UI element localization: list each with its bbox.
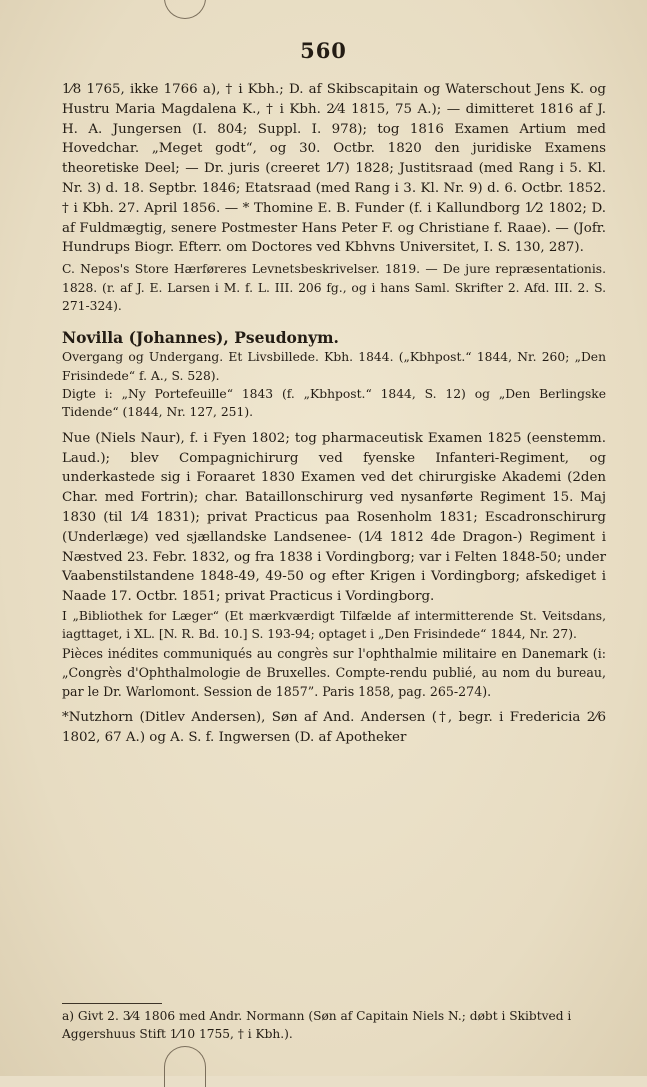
entry-heading-novilla: Novilla (Johannes), Pseudonym. <box>62 328 339 348</box>
page-number: 560 <box>300 38 347 63</box>
paragraph-novilla-work: Overgang og Undergang. Et Livsbillede. Kbh. 1844. („Kbhpost.“ 1844, Nr. 260; „Den Frisindede“ f. A., S. 528). <box>62 350 606 383</box>
binding-hole-bottom <box>164 1046 206 1087</box>
paragraph-nue-bibliothek: I „Bibliothek for Læger“ (Et mærkværdigt Tilfælde af intermitterende St. Veitsdans, iagttaget, i XL. [N. R. Bd. 10.] S. 193-94; optaget i „Den Frisindede“ 1844, Nr. 27). <box>62 608 606 642</box>
page-body <box>62 80 606 748</box>
paragraph-nue-french: Pièces inédites communiqués au congrès sur l'ophthalmie militaire en Danemark (i: „Congrès d'Ophthalmologie de Bruxelles. Compte-rendu publié, au nom du bureau, par le Dr. Warlomont. Session de 1857”. Paris 1858, pag. 265-274). <box>62 645 606 700</box>
binding-hole-top <box>164 0 206 19</box>
paragraph-entry-continuation: 1⁄8 1765, ikke 1766 a), † i Kbh.; D. af Skibscapitain og Waterschout Jens K. og Hustru Maria Magdalena K., † i Kbh. 2⁄4 1815, 75 A.); — dimitteret 1816 af J. H. A. Jungersen (I. 804; Suppl. I. 978); tog 1816 Examen Artium med Hovedchar. „Meget godt“, og 30. Octbr. 1820 den juridiske Examens theoretiske Deel; — Dr. juris (creeret 1⁄7) 1828; Justitsraad (med Rang i 5. Kl. Nr. 3) d. 18. Septbr. 1846; Etatsraad (med Rang i 3. Kl. Nr. 9) d. 6. Octbr. 1852. † i Kbh. 27. April 1856. — * Thomine E. B. Funder (f. i Kallundborg 1⁄2 1802; D. af Fuldmægtig, senere Postmester Hans Peter F. og Christiane f. Raae). — (Jofr. Hundrups Biogr. Efterr. om Doctores ved Kbhvns Universitet, I. S. 130, 287). <box>62 82 606 256</box>
entry-nutzhorn: *Nutzhorn (Ditlev Andersen), Søn af And. Andersen (†, begr. i Fredericia 2⁄6 1802, 67 A.) og A. S. f. Ingwersen (D. af Apotheker <box>62 710 606 746</box>
paragraph-novilla-poems: Digte i: „Ny Portefeuille“ 1843 (f. „Kbhpost.“ 1844, S. 12) og „Den Berlingske Tidende“ (1844, Nr. 127, 251). <box>62 387 606 420</box>
footnote: a) Givt 2. 3⁄4 1806 med Andr. Normann (Søn af Capitain Niels N.; døbt i Skibtved i Aggershuus Stift 1⁄10 1755, † i Kbh.). <box>62 1009 572 1041</box>
paragraph-works-list: C. Nepos's Store Hærføreres Levnetsbeskrivelser. 1819. — De jure repræsentationis. 1828. (r. af J. E. Larsen i M. f. L. III. 206 fg., og i hans Saml. Skrifter 2. Afd. III. 2. S. 271-324). <box>62 262 606 313</box>
footnote-rule <box>62 1003 162 1004</box>
entry-nue: Nue (Niels Naur), f. i Fyen 1802; tog pharmaceutisk Examen 1825 (eenstemm. Laud.); blev Compagnichirurg ved fyenske Infanteri-Regiment, og underkastede sig i Foraaret 1830 Examen ved det chirurgiske Akademi (2den Char. med Fortrin); char. Bataillonschirurg ved nysanførte Regiment 15. Maj 1830 (til 1⁄4 1831); privat Practicus paa Rosenholm 1831; Escadronschirurg (Underlæge) ved sjællandske Landsenee- (1⁄4 1812 4de Dragon-) Regiment i Næstved 23. Febr. 1832, og fra 1838 i Vordingborg; var i Felten 1848-50; under Vaabenstilstandene 1848-49, 49-50 og efter Krigen i Vordingborg; afskediget i Naade 17. Octbr. 1851; privat Practicus i Vordingborg. <box>62 430 606 605</box>
